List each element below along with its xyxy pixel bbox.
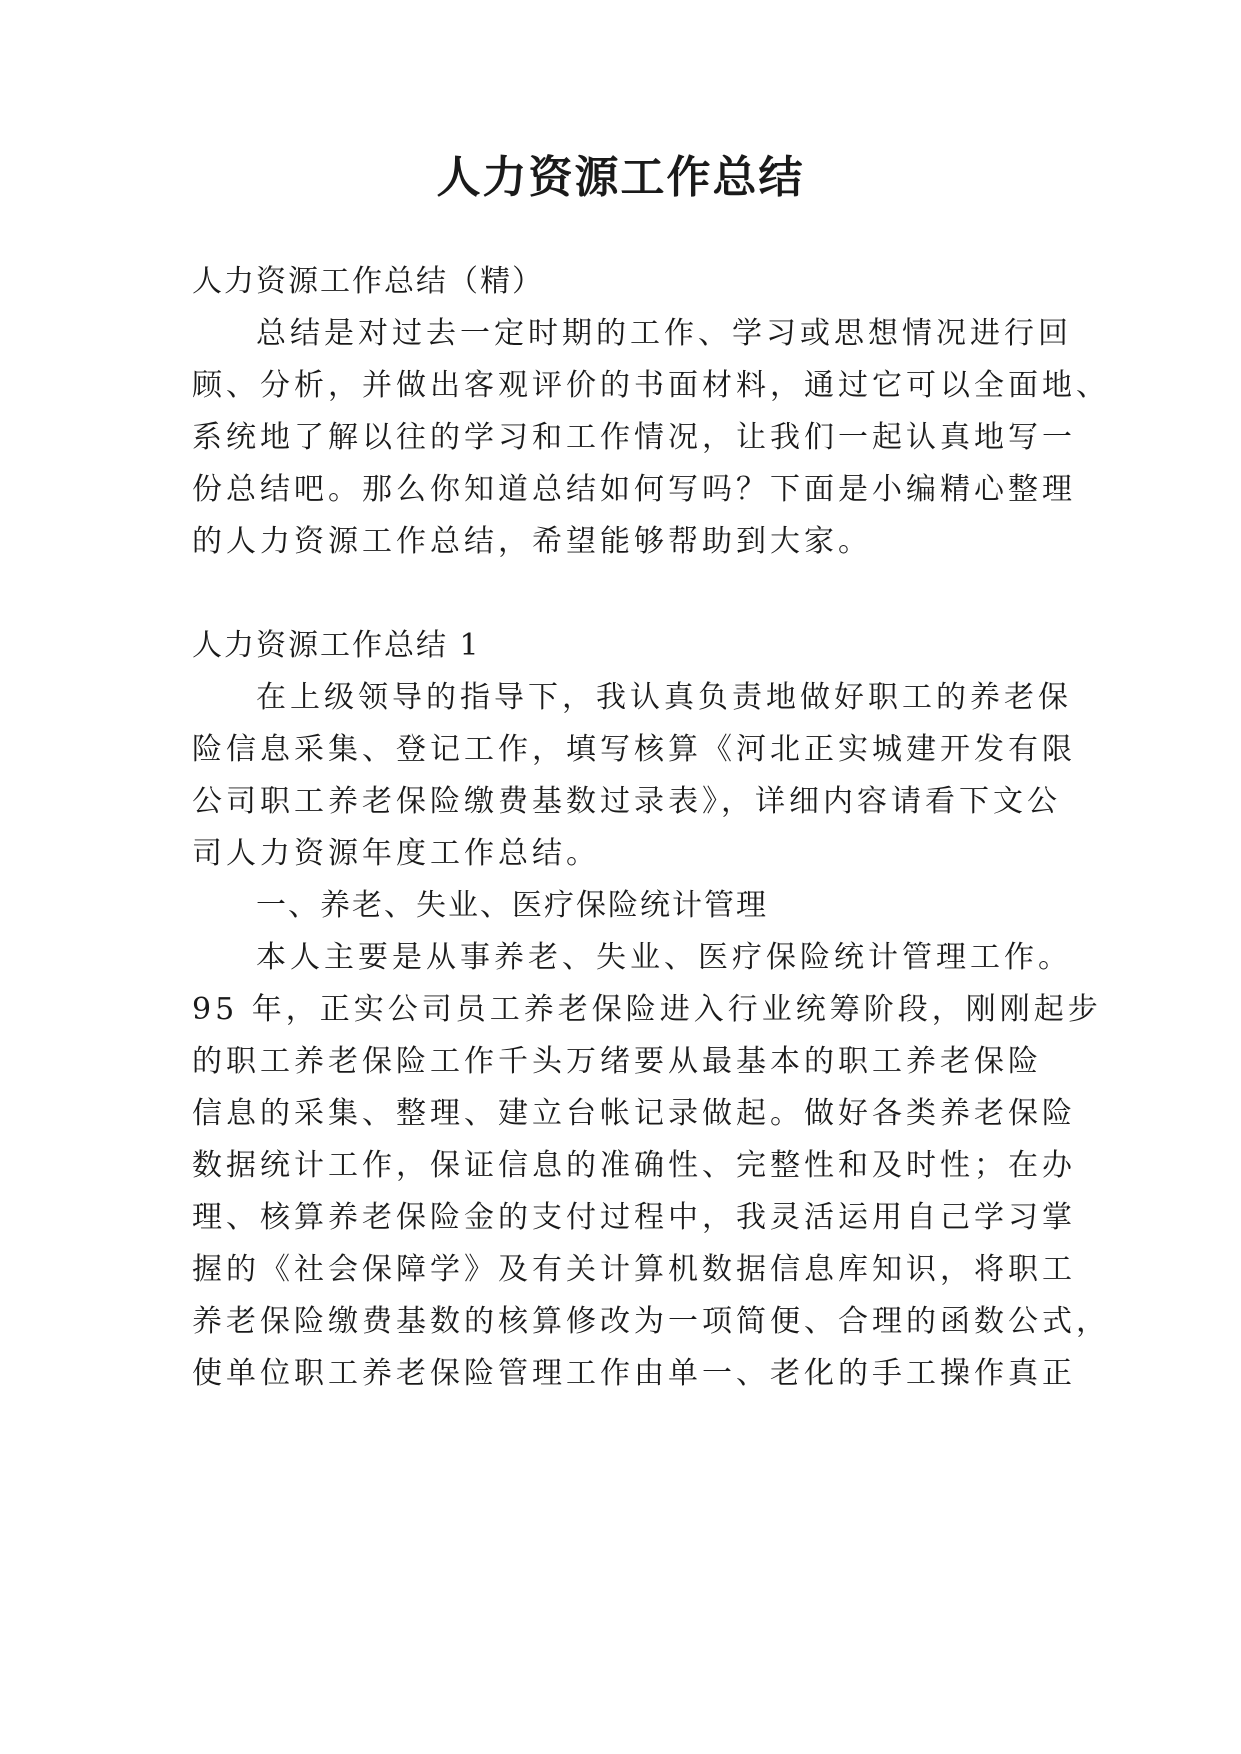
intro-line: 份总结吧。那么你知道总结如何写吗？下面是小编精心整理 bbox=[192, 472, 1076, 507]
section-line: 险信息采集、登记工作，填写核算《河北正实城建开发有限 bbox=[192, 732, 1076, 767]
section-line: 公司职工养老保险缴费基数过录表》，详细内容请看下文公 bbox=[192, 784, 1061, 819]
body-line: 握的《社会保障学》及有关计算机数据信息库知识，将职工 bbox=[192, 1252, 1076, 1287]
intro-line: 的人力资源工作总结，希望能够帮助到大家。 bbox=[192, 524, 872, 559]
document-title: 人力资源工作总结 bbox=[436, 152, 805, 203]
intro-line: 总结是对过去一定时期的工作、学习或思想情况进行回 bbox=[256, 316, 1072, 351]
body-line: 信息的采集、整理、建立台帐记录做起。做好各类养老保险 bbox=[192, 1096, 1076, 1131]
body-line: 的职工养老保险工作千头万绪要从最基本的职工养老保险 bbox=[192, 1044, 1042, 1079]
subheading: 一、养老、失业、医疗保险统计管理 bbox=[256, 888, 768, 923]
body-line: 使单位职工养老保险管理工作由单一、老化的手工操作真正 bbox=[192, 1356, 1076, 1391]
body-line: 本人主要是从事养老、失业、医疗保险统计管理工作。 bbox=[256, 940, 1072, 975]
body-line: 数据统计工作，保证信息的准确性、完整性和及时性；在办 bbox=[192, 1148, 1076, 1183]
document-subtitle: 人力资源工作总结（精） bbox=[192, 264, 544, 299]
intro-line: 顾、分析，并做出客观评价的书面材料，通过它可以全面地、 bbox=[192, 368, 1110, 403]
section-line: 在上级领导的指导下，我认真负责地做好职工的养老保 bbox=[256, 680, 1072, 715]
body-line: 养老保险缴费基数的核算修改为一项简便、合理的函数公式， bbox=[192, 1304, 1110, 1339]
section-heading: 人力资源工作总结 1 bbox=[192, 628, 481, 663]
section-line: 司人力资源年度工作总结。 bbox=[192, 836, 600, 871]
intro-line: 系统地了解以往的学习和工作情况，让我们一起认真地写一 bbox=[192, 420, 1076, 455]
body-line: 理、核算养老保险金的支付过程中，我灵活运用自己学习掌 bbox=[192, 1200, 1076, 1235]
body-line: 95 年，正实公司员工养老保险进入行业统筹阶段，刚刚起步 bbox=[192, 992, 1102, 1027]
